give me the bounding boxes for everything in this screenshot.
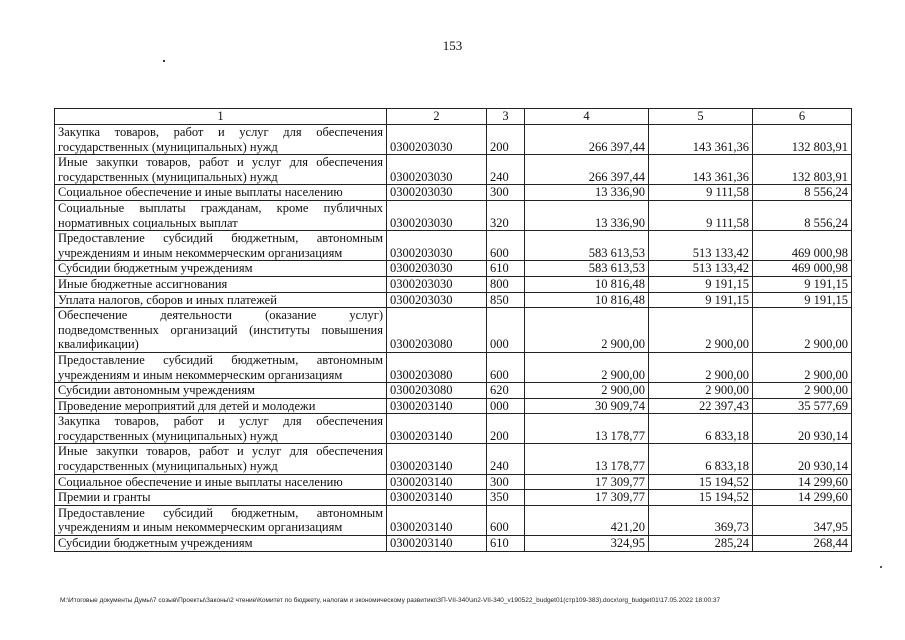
row-name-cell: Иные закупки товаров, работ и услуг для обеспечения государственных (муниципальных) нужд bbox=[55, 155, 387, 185]
page-number: 153 bbox=[442, 38, 463, 53]
row-value-col5-cell: 9 191,15 bbox=[649, 292, 753, 308]
column-header: 4 bbox=[525, 109, 649, 125]
row-value-col4-cell: 324,95 bbox=[525, 536, 649, 552]
row-value-col5-cell: 2 900,00 bbox=[649, 383, 753, 399]
budget-table bbox=[54, 108, 852, 552]
row-value-col6-cell: 8 556,24 bbox=[753, 185, 852, 201]
row-value-col4-cell: 583 613,53 bbox=[525, 231, 649, 261]
row-type-cell: 350 bbox=[487, 490, 525, 506]
row-value-col5-cell: 22 397,43 bbox=[649, 398, 753, 414]
table-row bbox=[55, 490, 852, 506]
row-type-cell: 800 bbox=[487, 276, 525, 292]
row-name-cell: Проведение мероприятий для детей и молодежи bbox=[55, 398, 387, 414]
row-name-cell: Иные бюджетные ассигнования bbox=[55, 276, 387, 292]
row-name-cell: Премии и гранты bbox=[55, 490, 387, 506]
row-value-col5-cell: 15 194,52 bbox=[649, 474, 753, 490]
table-row bbox=[55, 200, 852, 230]
row-value-col5-cell: 513 133,42 bbox=[649, 231, 753, 261]
row-value-col4-cell: 13 336,90 bbox=[525, 185, 649, 201]
row-code-cell: 0300203080 bbox=[387, 383, 487, 399]
table-row bbox=[55, 383, 852, 399]
row-type-cell: 850 bbox=[487, 292, 525, 308]
row-name-cell: Субсидии бюджетным учреждениям bbox=[55, 536, 387, 552]
row-value-col4-cell: 266 397,44 bbox=[525, 125, 649, 155]
row-value-col4-cell: 583 613,53 bbox=[525, 261, 649, 277]
column-header: 3 bbox=[487, 109, 525, 125]
row-type-cell: 620 bbox=[487, 383, 525, 399]
column-header: 1 bbox=[55, 109, 387, 125]
row-value-col4-cell: 13 178,77 bbox=[525, 444, 649, 474]
row-value-col4-cell: 30 909,74 bbox=[525, 398, 649, 414]
row-code-cell: 0300203140 bbox=[387, 414, 487, 444]
table-row bbox=[55, 444, 852, 474]
row-value-col6-cell: 14 299,60 bbox=[753, 474, 852, 490]
row-value-col6-cell: 2 900,00 bbox=[753, 383, 852, 399]
row-value-col4-cell: 266 397,44 bbox=[525, 155, 649, 185]
table-row bbox=[55, 398, 852, 414]
table-row bbox=[55, 261, 852, 277]
row-type-cell: 600 bbox=[487, 231, 525, 261]
row-name-cell: Социальное обеспечение и иные выплаты населению bbox=[55, 185, 387, 201]
row-value-col4-cell: 13 178,77 bbox=[525, 414, 649, 444]
row-value-col4-cell: 17 309,77 bbox=[525, 490, 649, 506]
row-value-col5-cell: 2 900,00 bbox=[649, 308, 753, 353]
table-row bbox=[55, 474, 852, 490]
row-type-cell: 000 bbox=[487, 308, 525, 353]
row-value-col5-cell: 369,73 bbox=[649, 505, 753, 535]
table-row bbox=[55, 125, 852, 155]
row-code-cell: 0300203080 bbox=[387, 352, 487, 382]
row-name-cell: Иные закупки товаров, работ и услуг для обеспечения государственных (муниципальных) нужд bbox=[55, 444, 387, 474]
table-row bbox=[55, 185, 852, 201]
row-value-col6-cell: 20 930,14 bbox=[753, 444, 852, 474]
row-name-cell: Закупка товаров, работ и услуг для обеспечения государственных (муниципальных) нужд bbox=[55, 414, 387, 444]
table-row bbox=[55, 536, 852, 552]
row-code-cell: 0300203030 bbox=[387, 261, 487, 277]
row-value-col6-cell: 469 000,98 bbox=[753, 231, 852, 261]
row-value-col6-cell: 8 556,24 bbox=[753, 200, 852, 230]
file-path-footer: M:\Итоговые документы Думы\7 созыв\Проекты\Законы\2 чтение\Комитет по бюджету, налогам и экономическому развитию\ЗП-VII-340\зп2-VII-340_v190522_budget01(стр109-383).docx\org_budget01\17.05.2022 18:00:37 bbox=[60, 597, 721, 604]
row-value-col5-cell: 15 194,52 bbox=[649, 490, 753, 506]
row-name-cell: Закупка товаров, работ и услуг для обеспечения государственных (муниципальных) нужд bbox=[55, 125, 387, 155]
row-code-cell: 0300203140 bbox=[387, 536, 487, 552]
row-code-cell: 0300203030 bbox=[387, 155, 487, 185]
row-type-cell: 610 bbox=[487, 536, 525, 552]
row-value-col5-cell: 143 361,36 bbox=[649, 155, 753, 185]
scan-speck bbox=[880, 566, 882, 568]
row-code-cell: 0300203030 bbox=[387, 185, 487, 201]
row-value-col6-cell: 35 577,69 bbox=[753, 398, 852, 414]
row-value-col4-cell: 2 900,00 bbox=[525, 352, 649, 382]
budget-table-body bbox=[55, 109, 852, 552]
row-value-col4-cell: 421,20 bbox=[525, 505, 649, 535]
row-code-cell: 0300203140 bbox=[387, 505, 487, 535]
row-code-cell: 0300203030 bbox=[387, 125, 487, 155]
row-type-cell: 240 bbox=[487, 444, 525, 474]
row-name-cell: Предоставление субсидий бюджетным, автономным учреждениям и иным некоммерческим организациям bbox=[55, 231, 387, 261]
row-name-cell: Предоставление субсидий бюджетным, автономным учреждениям и иным некоммерческим организациям bbox=[55, 352, 387, 382]
row-value-col6-cell: 268,44 bbox=[753, 536, 852, 552]
row-code-cell: 0300203080 bbox=[387, 308, 487, 353]
row-value-col6-cell: 2 900,00 bbox=[753, 352, 852, 382]
table-header-row bbox=[55, 109, 852, 125]
row-type-cell: 320 bbox=[487, 200, 525, 230]
row-value-col5-cell: 9 111,58 bbox=[649, 185, 753, 201]
row-value-col5-cell: 9 111,58 bbox=[649, 200, 753, 230]
row-value-col4-cell: 2 900,00 bbox=[525, 383, 649, 399]
row-value-col6-cell: 347,95 bbox=[753, 505, 852, 535]
row-name-cell: Обеспечение деятельности (оказание услуг) подведомственных организаций (институты повышения квалификации) bbox=[55, 308, 387, 353]
column-header: 5 bbox=[649, 109, 753, 125]
row-value-col4-cell: 10 816,48 bbox=[525, 276, 649, 292]
row-code-cell: 0300203140 bbox=[387, 474, 487, 490]
row-type-cell: 200 bbox=[487, 414, 525, 444]
table-row bbox=[55, 352, 852, 382]
row-type-cell: 240 bbox=[487, 155, 525, 185]
row-value-col6-cell: 469 000,98 bbox=[753, 261, 852, 277]
row-value-col6-cell: 9 191,15 bbox=[753, 276, 852, 292]
row-code-cell: 0300203030 bbox=[387, 200, 487, 230]
scan-speck bbox=[163, 60, 165, 62]
row-value-col5-cell: 513 133,42 bbox=[649, 261, 753, 277]
row-name-cell: Субсидии автономным учреждениям bbox=[55, 383, 387, 399]
row-code-cell: 0300203030 bbox=[387, 292, 487, 308]
row-value-col5-cell: 6 833,18 bbox=[649, 414, 753, 444]
row-value-col5-cell: 6 833,18 bbox=[649, 444, 753, 474]
table-row bbox=[55, 292, 852, 308]
row-code-cell: 0300203140 bbox=[387, 398, 487, 414]
row-value-col6-cell: 9 191,15 bbox=[753, 292, 852, 308]
row-value-col5-cell: 9 191,15 bbox=[649, 276, 753, 292]
table-row bbox=[55, 155, 852, 185]
row-value-col6-cell: 20 930,14 bbox=[753, 414, 852, 444]
row-type-cell: 200 bbox=[487, 125, 525, 155]
row-value-col5-cell: 143 361,36 bbox=[649, 125, 753, 155]
row-code-cell: 0300203140 bbox=[387, 444, 487, 474]
column-header: 2 bbox=[387, 109, 487, 125]
row-type-cell: 600 bbox=[487, 505, 525, 535]
row-type-cell: 300 bbox=[487, 474, 525, 490]
row-code-cell: 0300203030 bbox=[387, 231, 487, 261]
row-value-col4-cell: 17 309,77 bbox=[525, 474, 649, 490]
row-name-cell: Социальные выплаты гражданам, кроме публичных нормативных социальных выплат bbox=[55, 200, 387, 230]
row-type-cell: 610 bbox=[487, 261, 525, 277]
table-row bbox=[55, 505, 852, 535]
table-row bbox=[55, 231, 852, 261]
table-row bbox=[55, 308, 852, 353]
row-value-col6-cell: 14 299,60 bbox=[753, 490, 852, 506]
row-code-cell: 0300203030 bbox=[387, 276, 487, 292]
table-row bbox=[55, 276, 852, 292]
row-value-col6-cell: 132 803,91 bbox=[753, 155, 852, 185]
row-value-col6-cell: 132 803,91 bbox=[753, 125, 852, 155]
table-row bbox=[55, 414, 852, 444]
row-value-col5-cell: 285,24 bbox=[649, 536, 753, 552]
row-value-col4-cell: 13 336,90 bbox=[525, 200, 649, 230]
row-value-col5-cell: 2 900,00 bbox=[649, 352, 753, 382]
row-type-cell: 300 bbox=[487, 185, 525, 201]
row-code-cell: 0300203140 bbox=[387, 490, 487, 506]
row-name-cell: Социальное обеспечение и иные выплаты населению bbox=[55, 474, 387, 490]
row-name-cell: Уплата налогов, сборов и иных платежей bbox=[55, 292, 387, 308]
row-name-cell: Предоставление субсидий бюджетным, автономным учреждениям и иным некоммерческим организациям bbox=[55, 505, 387, 535]
row-value-col4-cell: 10 816,48 bbox=[525, 292, 649, 308]
row-type-cell: 000 bbox=[487, 398, 525, 414]
row-name-cell: Субсидии бюджетным учреждениям bbox=[55, 261, 387, 277]
column-header: 6 bbox=[753, 109, 852, 125]
row-value-col6-cell: 2 900,00 bbox=[753, 308, 852, 353]
row-value-col4-cell: 2 900,00 bbox=[525, 308, 649, 353]
row-type-cell: 600 bbox=[487, 352, 525, 382]
